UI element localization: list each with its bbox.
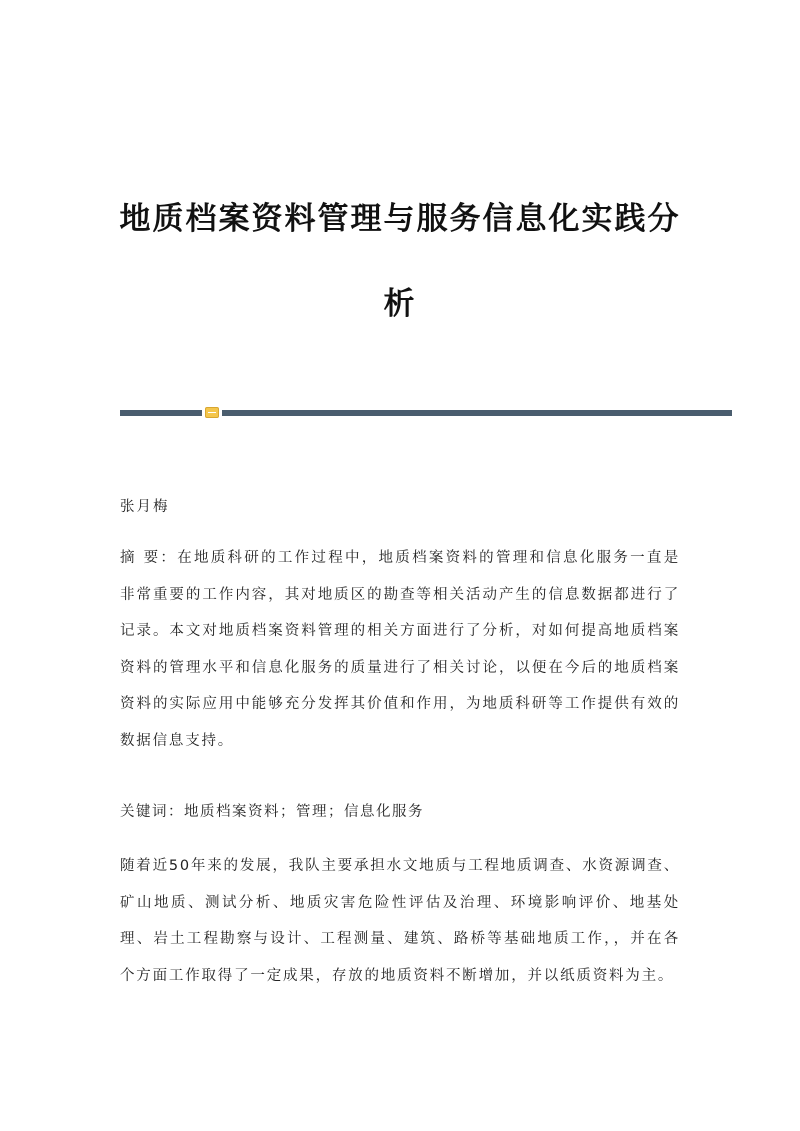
keywords-line: 关键词：地质档案资料；管理；信息化服务 xyxy=(120,804,424,820)
document-title-line-1: 地质档案资料管理与服务信息化实践分 xyxy=(119,201,681,237)
body-paragraph: 随着近50年来的发展，我队主要承担水文地质与工程地质调查、水资源调查、矿山地质、测试分析、地质灾害危险性评估及治理、环境影响评价、地基处理、岩土工程勘察与设计、工程测量、建筑、路桥等基础地质工作，，并在各个方面工作取得了一定成果，存放的地质资料不断增加，并以纸质资料为主。 xyxy=(120,858,680,984)
abstract-paragraph: 摘 要：在地质科研的工作过程中，地质档案资料的管理和信息化服务一直是非常重要的工作内容，其对地质区的勘查等相关活动产生的信息数据都进行了记录。本文对地质档案资料管理的相关方面进行了分析，对如何提高地质档案资料的管理水平和信息化服务的质量进行了相关讨论，以便在今后的地质档案资料的实际应用中能够充分发挥其价值和作用，为地质科研等工作提供有效的数据信息支持。 xyxy=(120,550,680,749)
title-divider xyxy=(120,410,732,418)
envelope-icon xyxy=(205,407,219,418)
divider-left-segment xyxy=(120,410,202,416)
divider-right-segment xyxy=(222,410,732,416)
author-name: 张月梅 xyxy=(120,499,170,515)
document-title-line-2: 析 xyxy=(383,286,417,322)
